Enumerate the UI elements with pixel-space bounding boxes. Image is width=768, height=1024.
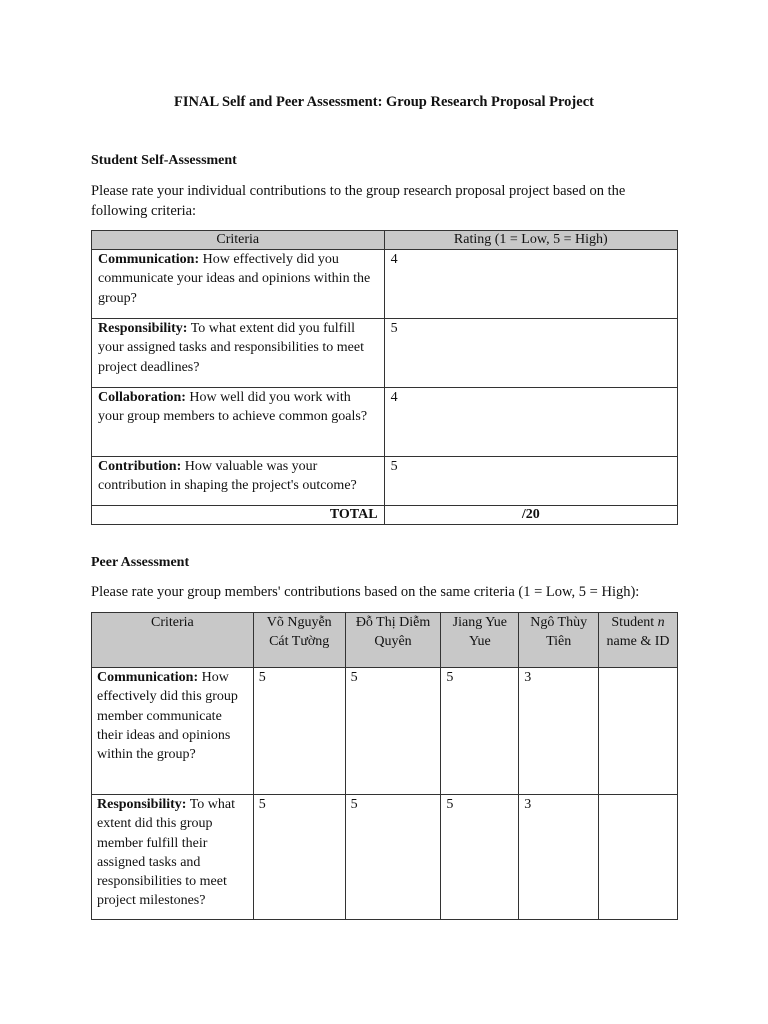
total-row (92, 506, 678, 525)
rating-cell[interactable] (599, 668, 678, 795)
member-column-header: Võ Nguyễn Cát Tường (253, 613, 345, 668)
self-table-header-row (92, 231, 678, 250)
rating-cell[interactable] (599, 795, 678, 920)
student-n-prefix: Student (611, 615, 655, 630)
criteria-label: Responsibility: (97, 797, 187, 812)
self-assessment-heading: Student Self-Assessment (91, 153, 237, 168)
criteria-text: How effectively did you communicate your ideas and opinions within the group? (98, 252, 371, 306)
criteria-text: To what extent did you fulfill your assigned tasks and responsibilities to meet project deadlines? (98, 321, 364, 375)
criteria-label: Responsibility: (98, 321, 188, 336)
rating-cell[interactable]: 5 (384, 457, 677, 506)
criteria-cell (92, 388, 385, 457)
student-n-suffix: name & ID (606, 634, 670, 650)
table-row (92, 319, 678, 388)
table-row (92, 668, 678, 795)
criteria-text: How valuable was your contribution in shaping the project's outcome? (98, 459, 357, 494)
member-column-header: Jiang Yue Yue (441, 613, 519, 668)
student-n-column-header (599, 613, 678, 668)
criteria-cell (92, 250, 385, 319)
peer-assessment-table (91, 612, 678, 920)
student-n-italic: n (657, 615, 665, 630)
rating-cell[interactable]: 5 (345, 668, 441, 795)
criteria-label: Contribution: (98, 459, 182, 474)
peer-assessment-heading: Peer Assessment (91, 555, 190, 570)
rating-column-header: Rating (1 = Low, 5 = High) (384, 231, 677, 250)
criteria-cell (92, 795, 254, 920)
rating-cell[interactable]: 5 (345, 795, 441, 920)
table-row (92, 457, 678, 506)
rating-cell[interactable]: 4 (384, 388, 677, 457)
rating-cell[interactable]: 3 (519, 795, 599, 920)
peer-assessment-intro: Please rate your group members' contributions based on the same criteria (1 = Low, 5 = High): (91, 584, 640, 600)
criteria-label: Collaboration: (98, 390, 186, 405)
self-assessment-intro: Please rate your individual contributions to the group research proposal project based on the following criteria: (91, 183, 626, 219)
rating-cell[interactable]: 5 (384, 319, 677, 388)
table-row (92, 388, 678, 457)
table-row (92, 250, 678, 319)
peer-table-header-row (92, 613, 678, 668)
rating-cell[interactable]: 4 (384, 250, 677, 319)
member-column-header: Ngô Thùy Tiên (519, 613, 599, 668)
criteria-cell (92, 457, 385, 506)
member-column-header: Đỗ Thị Diễm Quyên (345, 613, 441, 668)
rating-cell[interactable]: 5 (253, 668, 345, 795)
criteria-column-header: Criteria (92, 231, 385, 250)
criteria-cell (92, 319, 385, 388)
table-row (92, 795, 678, 920)
criteria-label: Communication: (98, 252, 200, 267)
rating-cell[interactable]: 5 (441, 795, 519, 920)
self-assessment-table (91, 230, 678, 525)
criteria-text: How well did you work with your group members to achieve common goals? (98, 390, 368, 425)
total-label: TOTAL (92, 506, 385, 525)
rating-cell[interactable]: 3 (519, 668, 599, 795)
criteria-label: Communication: (97, 670, 199, 685)
criteria-cell (92, 668, 254, 795)
rating-cell[interactable]: 5 (441, 668, 519, 795)
rating-cell[interactable]: 5 (253, 795, 345, 920)
criteria-text: How effectively did this group member communicate their ideas and opinions within the group? (97, 670, 238, 763)
total-value[interactable]: /20 (384, 506, 677, 525)
criteria-column-header: Criteria (92, 613, 254, 668)
criteria-text: To what extent did this group member fulfill their assigned tasks and responsibilities to meet project milestones? (97, 797, 236, 909)
document-title: FINAL Self and Peer Assessment: Group Research Proposal Project (174, 94, 594, 110)
